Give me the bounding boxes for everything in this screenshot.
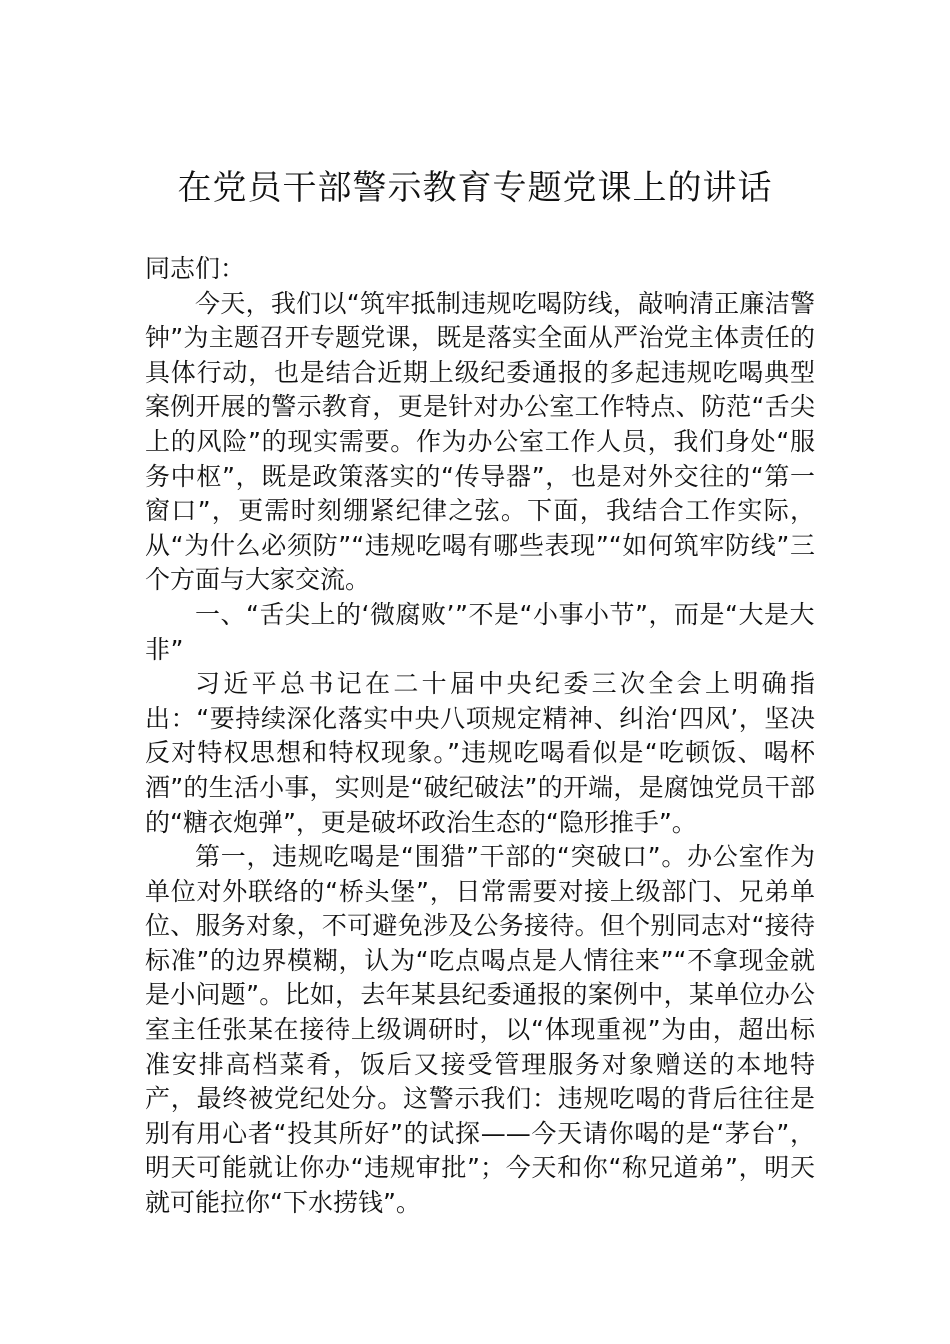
body-paragraph-quote: 习近平总书记在二十届中央纪委三次全会上明确指出：“要持续深化落实中央八项规定精神、纠治‘四风’，坚决反对特权思想和特权现象。”违规吃喝看似是“吃顿饭、喝杯酒”的生活小事，实则是“破纪破法”的开端，是腐蚀党员干部的“糖衣炮弹”，更是破坏政治生态的“隐形推手”。 (145, 669, 815, 837)
salutation: 同志们： (145, 254, 246, 283)
section-heading-1: 一、“舌尖上的‘微腐败’”不是“小事小节”，而是“大是大非” (145, 599, 815, 664)
document-title: 在党员干部警示教育专题党课上的讲话 (177, 168, 773, 208)
body-paragraph-first-point: 第一，违规吃喝是“围猎”干部的“突破口”。办公室作为单位对外联络的“桥头堡”，日常需要对接上级部门、兄弟单位、服务对象，不可避免涉及公务接待。但个别同志对“接待标准”的边界模糊，认为“吃点喝点是人情往来”“不拿现金就是小问题”。比如，去年某县纪委通报的案例中，某单位办公室主任张某在接待上级调研时，以“体现重视”为由，超出标准安排高档菜肴，饭后又接受管理服务对象赠送的本地特产，最终被党纪处分。这警示我们：违规吃喝的背后往往是别有用心者“投其所好”的试探——今天请你喝的是“茅台”，明天可能就让你办“违规审批”；今天和你“称兄道弟”，明天就可能拉你“下水捞钱”。 (145, 842, 815, 1218)
document-body (145, 252, 815, 1221)
intro-paragraph: 今天，我们以“筑牢抵制违规吃喝防线，敲响清正廉洁警钟”为主题召开专题党课，既是落实全面从严治党主体责任的具体行动，也是结合近期上级纪委通报的多起违规吃喝典型案例开展的警示教育，更是针对办公室工作特点、防范“舌尖上的风险”的现实需要。作为办公室工作人员，我们身处“服务中枢”，既是政策落实的“传导器”，也是对外交往的“第一窗口”，更需时刻绷紧纪律之弦。下面，我结合工作实际，从“为什么必须防”“违规吃喝有哪些表现”“如何筑牢防线”三个方面与大家交流。 (145, 288, 815, 595)
